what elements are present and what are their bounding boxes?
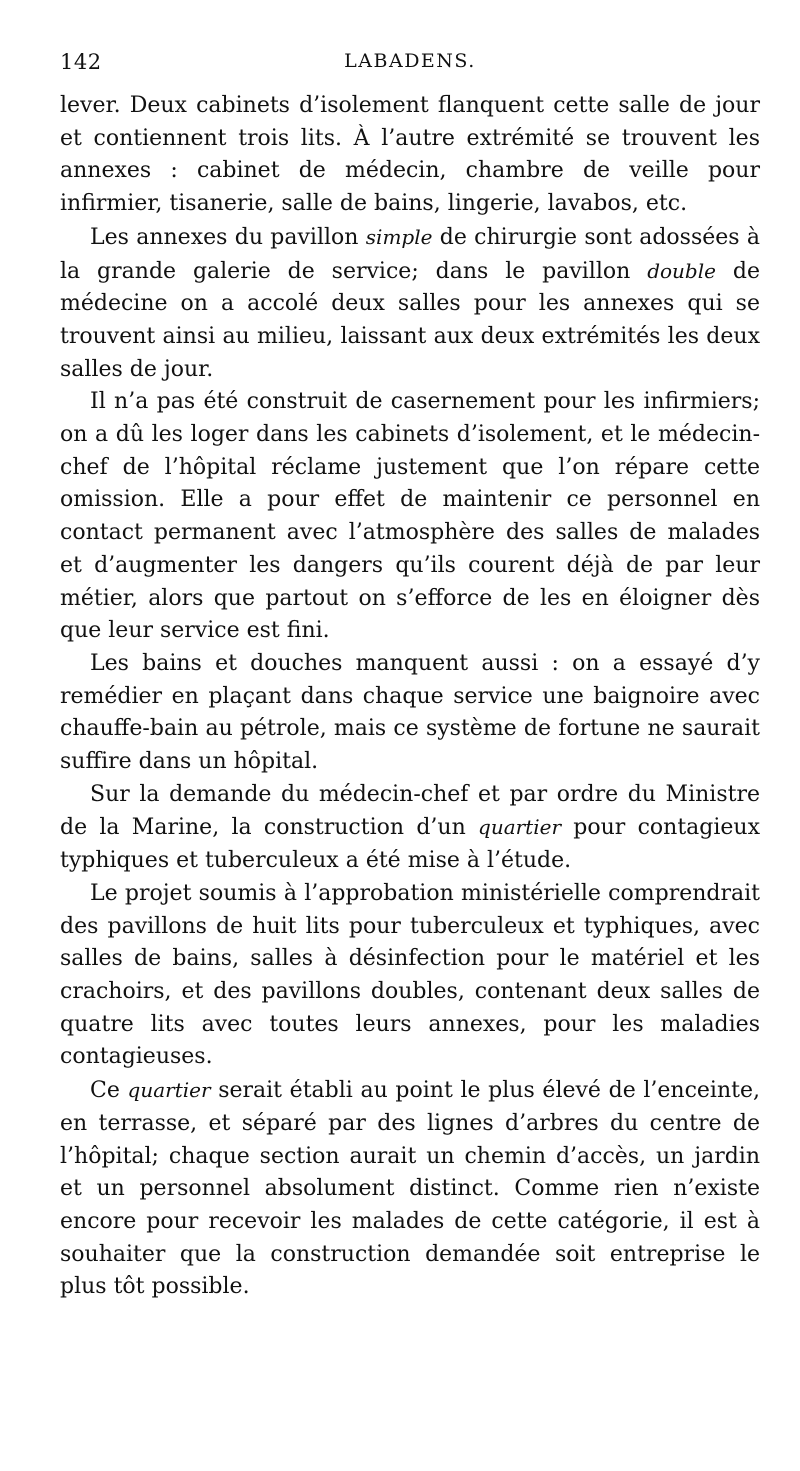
text-run: serait établi au point le plus élevé de l’enceinte, en terrasse, et séparé par des lignes d’arbres du centre de l’hôpital; chaque section aurait un chemin d’accès, un jardin et un personnel absolument distinct. Comme rien n’existe encore pour recevoir les malades de cette catégorie, il est à souhaiter que la construction demandée soit entreprise le plus tôt possible. (60, 1078, 760, 1300)
paragraph (60, 878, 760, 1074)
body-text (60, 90, 760, 1304)
text-run: de chirurgie sont adossées à la grande galerie de service; dans le pavillon (60, 224, 761, 284)
italic-term: simple (365, 224, 433, 249)
page-header (60, 50, 760, 80)
text-run: Ce (90, 1078, 128, 1104)
italic-term: quartier (478, 815, 562, 840)
paragraph (60, 90, 760, 221)
text-run: Les bains et douches manquent aussi : on a essayé d’y remédier en plaçant dans chaque service une baignoire avec chauffe-bain au pétrole, mais ce système de fortune ne saurait suffire dans un hôpital. (60, 650, 760, 775)
paragraph (60, 386, 760, 648)
italic-term: quartier (127, 1078, 211, 1103)
text-run: Les annexes du pavillon (90, 224, 366, 250)
text-run: pour contagieux typhiques et tuberculeux a été mise à l’étude. (60, 815, 760, 874)
paragraph (60, 1074, 760, 1304)
text-run: Il n’a pas été construit de casernement pour les infirmiers; on a dû les loger dans les cabinets d’isolement, et le médecin-chef de l’hôpital réclame justement que l’on répare cette omission. Elle a pour effet de maintenir ce personnel en contact permanent avec l’atmosphère des salles de malades et d’augmenter les dangers qu’ils courent déjà de par leur métier, alors que partout on s’efforce de les en éloigner dès que leur service est fini. (60, 389, 760, 644)
page-number: 142 (60, 50, 102, 74)
paragraph (60, 221, 760, 387)
text-run: Sur la demande du médecin-chef et par ordre du Ministre de la Marine, la construction d’un (60, 781, 760, 841)
running-head: LABADENS. (344, 50, 476, 72)
text-run: Le projet soumis à l’approbation ministérielle comprendrait des pavillons de huit lits pour tuberculeux et typhiques, avec salles de bains, salles à désinfection pour le matériel et les crachoirs, et des pavillons doubles, contenant deux salles de quatre lits avec toutes leurs annexes, pour les maladies contagieuses. (60, 880, 760, 1070)
paragraph (60, 779, 760, 878)
text-run: lever. Deux cabinets d’isolement flanquent cette salle de jour et contiennent trois lits. À l’autre extrémité se trouvent les annexes : cabinet de médecin, chambre de veille pour infirmier, tisanerie, salle de bains, lingerie, lavabos, etc. (60, 93, 760, 217)
paragraph (60, 648, 760, 779)
italic-term: double (647, 258, 716, 283)
text-run: de médecine on a accolé deux salles pour les annexes qui se trouvent ainsi au milieu, laissant aux deux extrémités les deux salles de jour. (60, 258, 760, 382)
